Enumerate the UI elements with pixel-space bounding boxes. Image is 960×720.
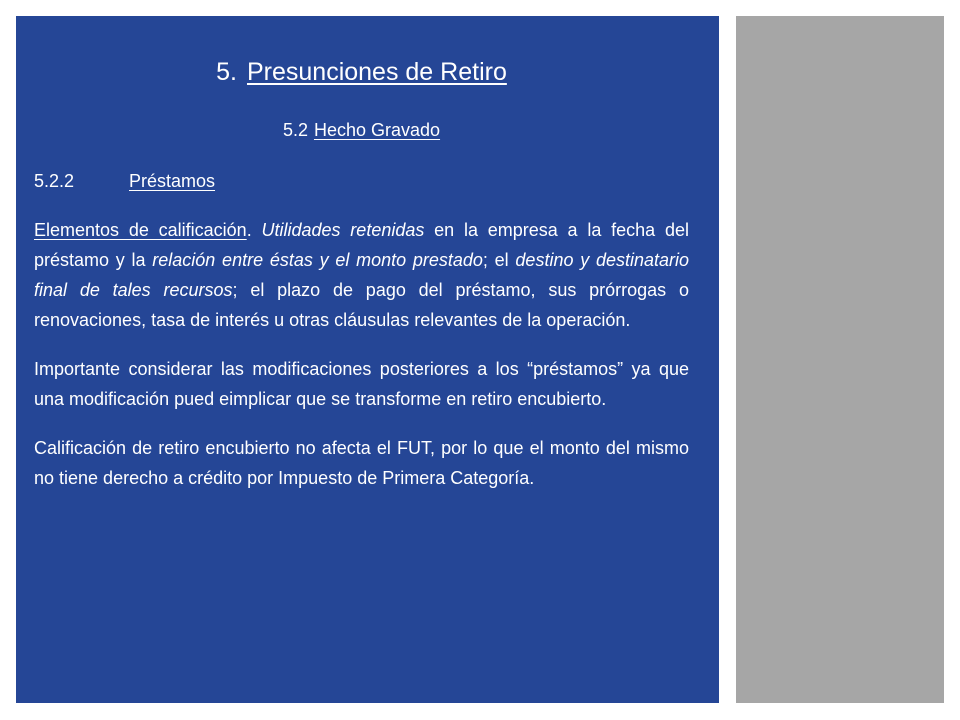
section-text: Préstamos: [129, 171, 216, 191]
paragraph-elements: [34, 215, 689, 335]
paragraph-italic-2: relación entre éstas y el monto prestado: [152, 250, 483, 270]
paragraph-italic-3: destino y destinatario final de tales recursos: [34, 250, 690, 300]
paragraph-text-3: ; el: [482, 250, 516, 270]
paragraph-italic-1: Utilidades retenidas: [261, 220, 425, 240]
paragraph-modifications: Importante considerar las modificaciones posteriores a los “préstamos” ya que una modificación pued eimplicar que se transforme en retiro encubierto.: [34, 359, 689, 409]
side-panel: [736, 16, 944, 703]
slide-title: [34, 56, 689, 88]
slide-content: [34, 56, 689, 512]
slide-subtitle: [34, 117, 689, 143]
title-number: 5.: [216, 58, 237, 86]
paragraph-text-2: en la empresa a la fecha del préstamo y la: [34, 220, 689, 270]
subtitle-number: 5.2: [282, 120, 308, 140]
subtitle-text: Hecho Gravado: [313, 120, 441, 140]
paragraph-fut: Calificación de retiro encubierto no afecta el FUT, por lo que el monto del mismo no tiene derecho a crédito por Impuesto de Primera Categoría.: [34, 438, 689, 488]
paragraph-text-4: ; el plazo de pago del préstamo, sus prórrogas o renovaciones, tasa de interés u otras cláusulas relevantes de la operación.: [34, 280, 689, 330]
title-text: Presunciones de Retiro: [246, 58, 507, 86]
paragraph-lead: Elementos de calificación: [34, 220, 247, 240]
section-number: 5.2.2: [34, 171, 75, 191]
section-heading: [34, 167, 689, 195]
paragraph-text-1: .: [246, 220, 262, 240]
